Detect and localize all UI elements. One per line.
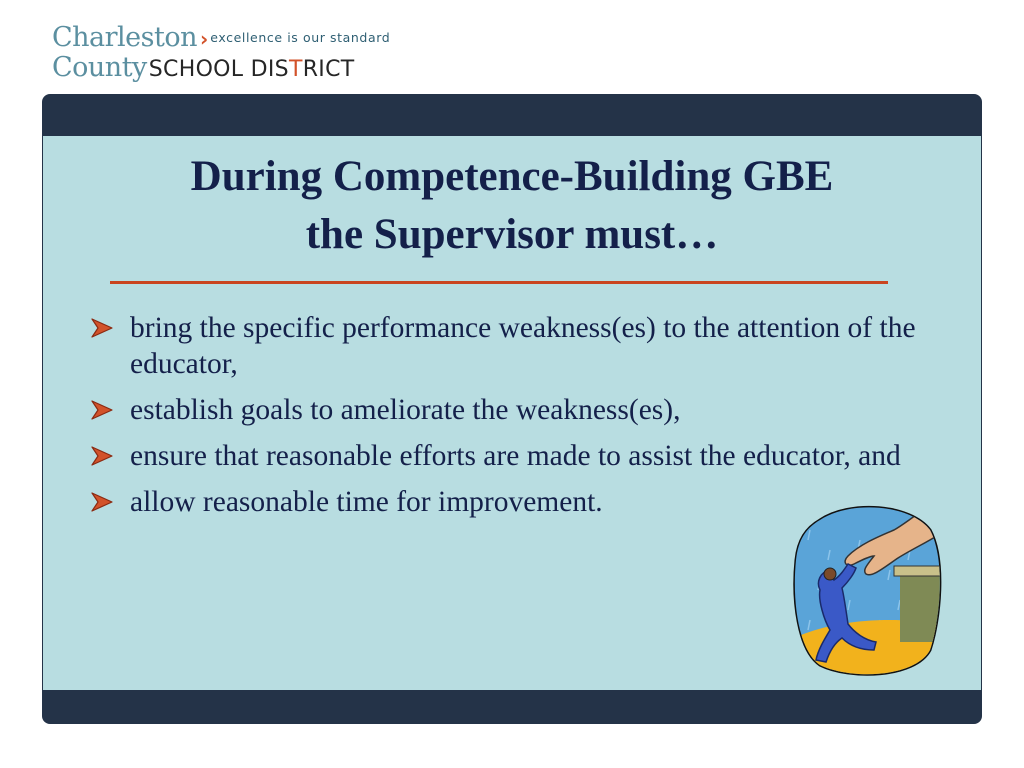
bullet-item [88, 392, 948, 428]
bullet-item [88, 438, 948, 474]
logo-district-part: SCHOOL DIS [148, 57, 289, 82]
slide-title-line: the Supervisor must… [305, 211, 719, 258]
arrow-bullet-icon [88, 316, 118, 340]
logo-school-district [149, 57, 355, 82]
bullet-text: bring the specific performance weakness(es) to the attention of the educator, [130, 312, 916, 380]
logo-county: County [52, 52, 147, 83]
arrow-bullet-icon [88, 444, 118, 468]
district-logo [52, 22, 432, 86]
logo-tagline: excellence is our standard [210, 30, 391, 45]
title-divider [110, 281, 888, 284]
bullet-item [88, 310, 948, 382]
bullet-text: ensure that reasonable efforts are made to assist the educator, and [130, 440, 901, 472]
logo-district-accent: T [288, 57, 303, 82]
logo-line-1 [52, 22, 390, 53]
chevron-right-icon: › [200, 27, 209, 51]
slide-title [43, 148, 981, 264]
logo-charleston: Charleston [52, 22, 198, 53]
bullet-text: allow reasonable time for improvement. [130, 486, 603, 518]
helping-hand-illustration [790, 500, 946, 680]
slide-title-line: During Competence-Building GBE [190, 153, 834, 200]
arrow-bullet-icon [88, 490, 118, 514]
logo-line-2 [52, 52, 354, 83]
arrow-bullet-icon [88, 398, 118, 422]
bullet-list [88, 310, 948, 530]
bullet-text: establish goals to ameliorate the weakness(es), [130, 394, 681, 426]
logo-district-part: RICT [302, 57, 355, 82]
